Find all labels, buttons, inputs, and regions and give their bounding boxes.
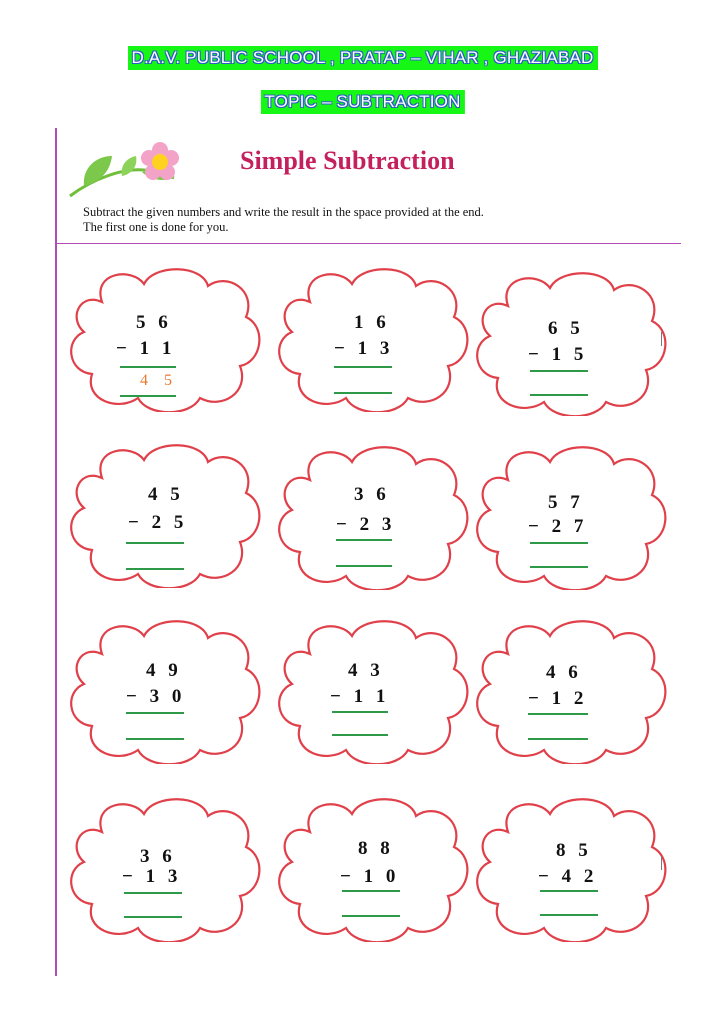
worksheet-title: Simple Subtraction [240,146,455,175]
answer-underline [336,565,392,567]
instructions-line-1: Subtract the given numbers and write the result in the space provided at the end. [83,205,484,219]
answer-underline [530,394,588,396]
problem-card [468,614,668,764]
subtrahend: − 3 0 [126,686,186,707]
answer-underline [334,392,392,394]
answer-underline [120,395,176,397]
answer-underline [126,738,184,740]
flower-icon [64,138,194,200]
answer-underline [126,568,184,570]
answer-line [126,712,184,714]
subtrahend: − 2 7 [528,516,588,537]
problem-card [270,792,470,942]
minuend: 4 6 [546,662,582,683]
problem-card [270,262,470,412]
answer-line [540,890,598,892]
answer-line [530,542,588,544]
problem-card [270,614,470,764]
cloud-outline-icon [270,262,470,412]
leaf-stem-icon [84,156,112,186]
minuend: 4 3 [348,660,384,681]
problem-card [62,614,262,764]
answer-underline [540,914,598,916]
problem-card [270,440,470,590]
minuend: 8 5 [556,840,592,861]
problem-card [468,266,668,416]
minuend: 8 8 [358,838,394,859]
answer-line [120,366,176,368]
problem-card [468,440,668,590]
margin-rule-horizontal [55,243,681,244]
answer-underline [342,915,400,917]
minuend: 4 5 [148,484,184,505]
answer-underline [530,566,588,568]
minuend: 1 6 [354,312,390,333]
instructions [83,205,484,235]
subtrahend: − 1 3 [334,338,394,359]
instructions-line-2: The first one is done for you. [83,220,229,234]
answer-line [332,711,388,713]
minuend: 3 6 [140,846,176,867]
answer-line [126,542,184,544]
minuend: 6 5 [548,318,584,339]
subtrahend: − 1 1 [116,338,176,359]
answer: 4 5 [140,372,178,389]
school-banner: D.A.V. PUBLIC SCHOOL , PRATAP – VIHAR , GHAZIABAD [127,46,597,70]
minuend: 3 6 [354,484,390,505]
edge-tick [661,856,662,870]
subtrahend: − 1 2 [528,688,588,709]
subtrahend: − 2 3 [336,514,396,535]
problem-card [62,792,262,942]
answer-underline [124,916,182,918]
answer-line [342,890,400,892]
problem-card [62,438,262,588]
minuend: 5 6 [136,312,172,333]
subtrahend: − 1 0 [340,866,400,887]
answer-line [530,370,588,372]
problem-card [468,792,668,942]
subtrahend: − 2 5 [128,512,188,533]
topic-banner: TOPIC – SUBTRACTION [260,90,464,114]
answer-underline [332,734,388,736]
edge-tick [661,332,662,346]
subtrahend: − 4 2 [538,866,598,887]
minuend: 4 9 [146,660,182,681]
problem-card [62,262,262,412]
margin-rule-vertical [55,128,57,976]
subtrahend: − 1 3 [122,866,182,887]
minuend: 5 7 [548,492,584,513]
answer-line [336,539,392,541]
answer-line [528,713,588,715]
subtrahend: − 1 5 [528,344,588,365]
subtrahend: − 1 1 [330,686,390,707]
answer-line [124,892,182,894]
answer-line [334,366,392,368]
answer-underline [528,738,588,740]
